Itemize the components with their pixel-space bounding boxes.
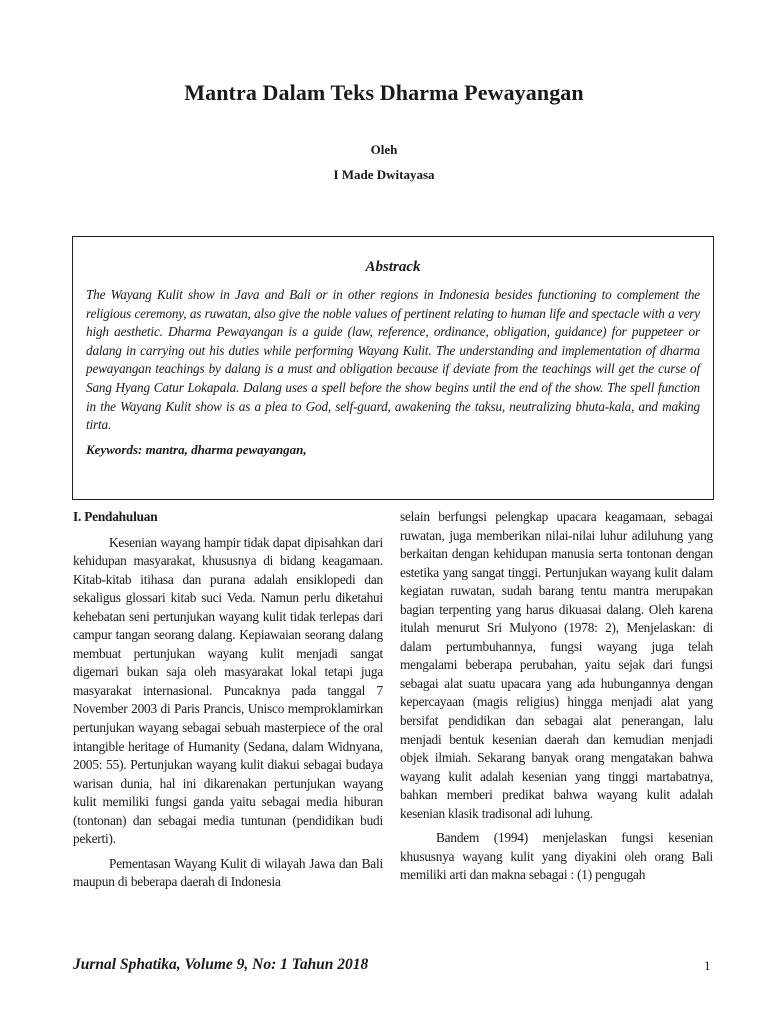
right-column	[400, 508, 713, 885]
abstract-heading: Abstrack	[365, 259, 421, 275]
left-column	[73, 508, 383, 892]
author-name: I Made Dwitayasa	[333, 167, 435, 182]
section-heading: I. Pendahuluan	[73, 509, 158, 524]
body-paragraph: Kesenian wayang hampir tidak dapat dipisahkan dari kehidupan masyarakat, khususnya di bidang keagamaan. Kitab-kitab itihasa dan purana adalah ensiklopedi dan sekaligus glossari kitab suci Veda. Namun perlu diketahui kehebatan seni pertunjukan wayang kulit tidak terlepas dari campur tangan seorang dalang. Kepiawaian seorang dalang membuat pertunjukan wayang kulit menjadi sangat digemari bukan saja oleh masyarakat lokal tetapi juga masyarakat internasional. Puncaknya pada tanggal 7 November 2003 di Paris Prancis, Unisco memproklamirkan pertunjukan wayang sebagai sebuah masterpiece of the oral intangible heritage of Humanity (Sedana, dalam Widnyana, 2005: 55). Pertunjukan wayang kulit diakui sebagai budaya warisan dunia, hal ini dikarenakan pertunjukan wayang kulit memiliki fungsi ganda yaitu sebagai media hiburan (tontonan) dan sebagai media tuntunan (pendidikan budi pekerti).	[73, 534, 383, 847]
paper-title: Mantra Dalam Teks Dharma Pewayangan	[184, 80, 584, 105]
body-paragraph: Pementasan Wayang Kulit di wilayah Jawa dan Bali maupun di beberapa daerah di Indonesia	[73, 855, 383, 890]
keywords: Keywords: mantra, dharma pewayangan,	[86, 441, 307, 457]
journal-footer: Jurnal Sphatika, Volume 9, No: 1 Tahun 2018	[73, 956, 369, 973]
abstract-box	[72, 236, 714, 500]
body-paragraph: Bandem (1994) menjelaskan fungsi kesenian khususnya wayang kulit yang diyakini oleh orang Bali memiliki arti dan makna sebagai : (1) pengugah	[400, 830, 713, 883]
page-number: 1	[704, 958, 711, 973]
body-paragraph: selain berfungsi pelengkap upacara keagamaan, sebagai ruwatan, juga memberikan nilai-nilai luhur adiluhung yang berkaitan dengan kehidupan manusia serta tontonan dengan estetika yang sangat tinggi. Pertunjukan wayang kulit dalam kegiatan ruwatan, sudah barang tentu mantra merupakan bagian terpenting yang harus dikuasai dalang. Oleh karena itulah menurut Sri Mulyono (1978: 2), Menjelaskan: di dalam pertumbuhannya, fungsi wayang juga telah mengalami beberapa perubahan, yaitu sejak dari fungsi sebagai alat suatu upacara yang ada hubungannya dengan kepercayaan (magis religius) hingga menjadi alat yang bersifat pendidikan dan sebagai alat penerangan, lalu menjadi bentuk kesenian daerah dan kemudian menjadi objek ilmiah. Sekarang banyak orang mengatakan bahwa wayang kulit adalah kesenian yang tinggi martabatnya, bahkan memberi predikat bahwa wayang kulit adalah kesenian klasik tradisonal adi luhung.	[400, 509, 713, 821]
abstract-text: The Wayang Kulit show in Java and Bali or in other regions in Indonesia besides functioning to complement the religious ceremony, as ruwatan, also give the noble values of pertinent relating to human life and spectacle with a very high aesthetic. Dharma Pewayangan is a guide (law, reference, ordinance, obligation, guidance) for puppeteer or dalang in carrying out his duties while performing Wayang Kulit. The understanding and implementation of dharma pewayangan teachings by dalang is a must and obligation because if deviate from the teachings will get the curse of Sang Hyang Catur Lokapala. Dalang uses a spell before the show begins until the end of the show. The spell function in the Wayang Kulit show is as a plea to God, self-guard, awakening the taksu, neutralizing bhuta-kala, and making tirta.	[86, 287, 700, 433]
by-label: Oleh	[370, 142, 398, 157]
